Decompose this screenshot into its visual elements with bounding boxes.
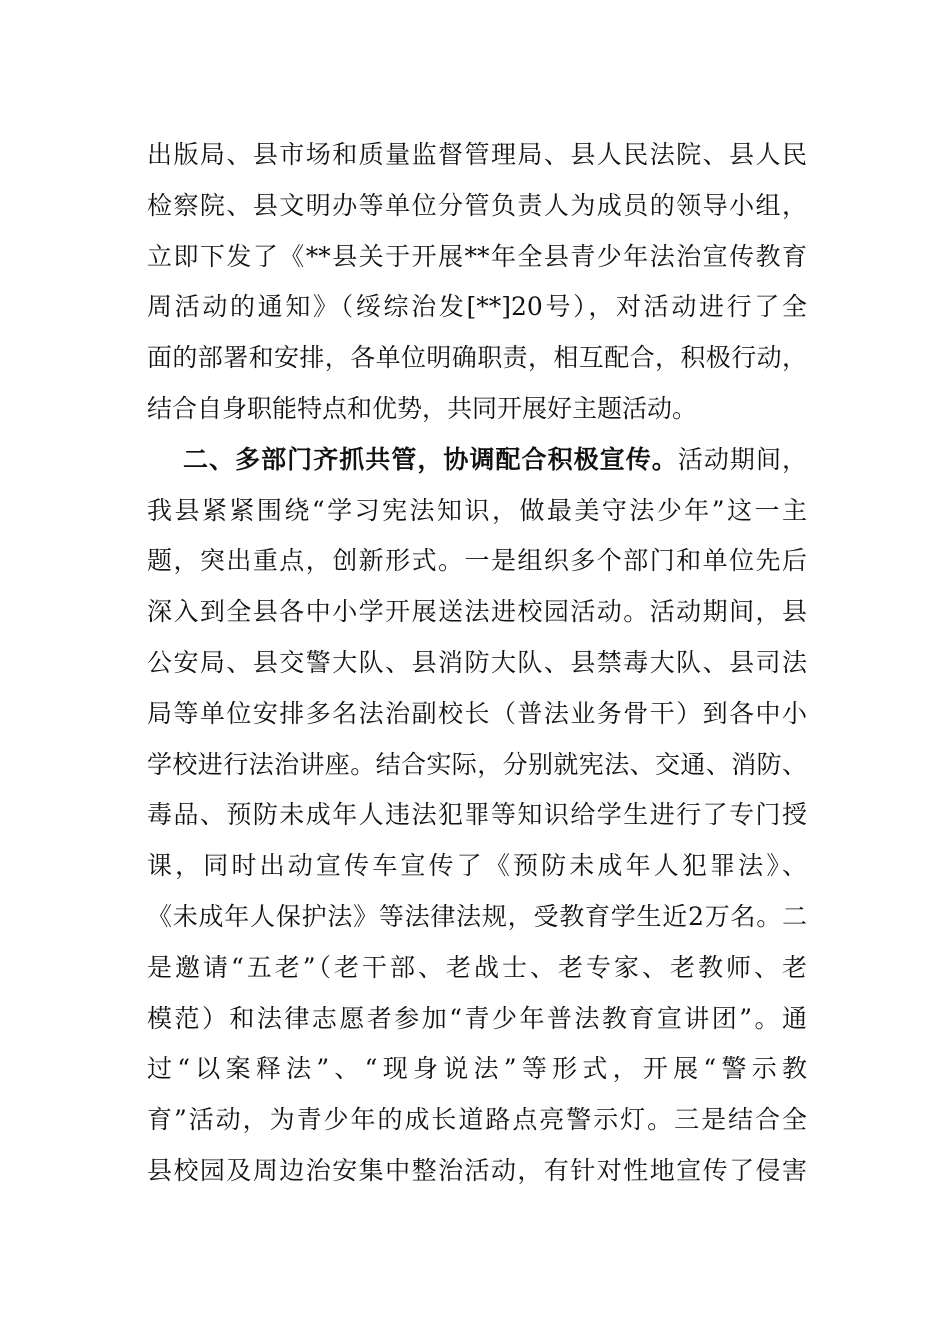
text-line: 育”活动，为青少年的成长道路点亮警示灯。三是结合全 xyxy=(147,1105,807,1135)
text-line: 我县紧紧围绕“学习宪法知识，做最美守法少年”这一主 xyxy=(147,495,807,525)
text-line: 县校园及周边治安集中整治活动，有针对性地宣传了侵害 xyxy=(147,1155,807,1185)
text-line: 面的部署和安排，各单位明确职责，相互配合，积极行动， xyxy=(147,343,807,373)
text-line: 题，突出重点，创新形式。一是组织多个部门和单位先后 xyxy=(147,546,807,576)
text-line: 公安局、县交警大队、县消防大队、县禁毒大队、县司法 xyxy=(147,647,807,677)
text-line: 周活动的通知》（绥综治发[**]20号），对活动进行了全 xyxy=(147,292,807,322)
text-line: 学校进行法治讲座。结合实际，分别就宪法、交通、消防、 xyxy=(147,749,807,779)
text-line: 是邀请“五老”（老干部、老战士、老专家、老教师、老 xyxy=(147,952,807,982)
text-line: 结合自身职能特点和优势，共同开展好主题活动。 xyxy=(147,393,698,423)
text-line: 《未成年人保护法》等法律法规，受教育学生近2万名。二 xyxy=(147,901,807,931)
section-heading: 二、多部门齐抓共管，协调配合积极宣传。 xyxy=(183,444,678,474)
text-line: 出版局、县市场和质量监督管理局、县人民法院、县人民 xyxy=(147,140,807,169)
text-line: 模范）和法律志愿者参加“青少年普法教育宣讲团”。通 xyxy=(147,1003,807,1033)
section-heading-line xyxy=(147,435,807,486)
text-line: 课，同时出动宣传车宣传了《预防未成年人犯罪法》、 xyxy=(147,851,807,881)
text-line: 深入到全县各中小学开展送法进校园活动。活动期间，县 xyxy=(147,597,807,627)
text-line: 立即下发了《**县关于开展**年全县青少年法治宣传教育 xyxy=(147,241,807,271)
text-line: 毒品、预防未成年人违法犯罪等知识给学生进行了专门授 xyxy=(147,800,807,830)
section-lead-text: 活动期间， xyxy=(677,444,807,474)
document-body xyxy=(147,130,807,1197)
text-line: 过“以案释法”、“现身说法”等形式，开展“警示教 xyxy=(147,1054,807,1084)
text-line: 检察院、县文明办等单位分管负责人为成员的领导小组， xyxy=(147,190,807,220)
text-line: 局等单位安排多名法治副校长（普法业务骨干）到各中小 xyxy=(147,698,807,728)
